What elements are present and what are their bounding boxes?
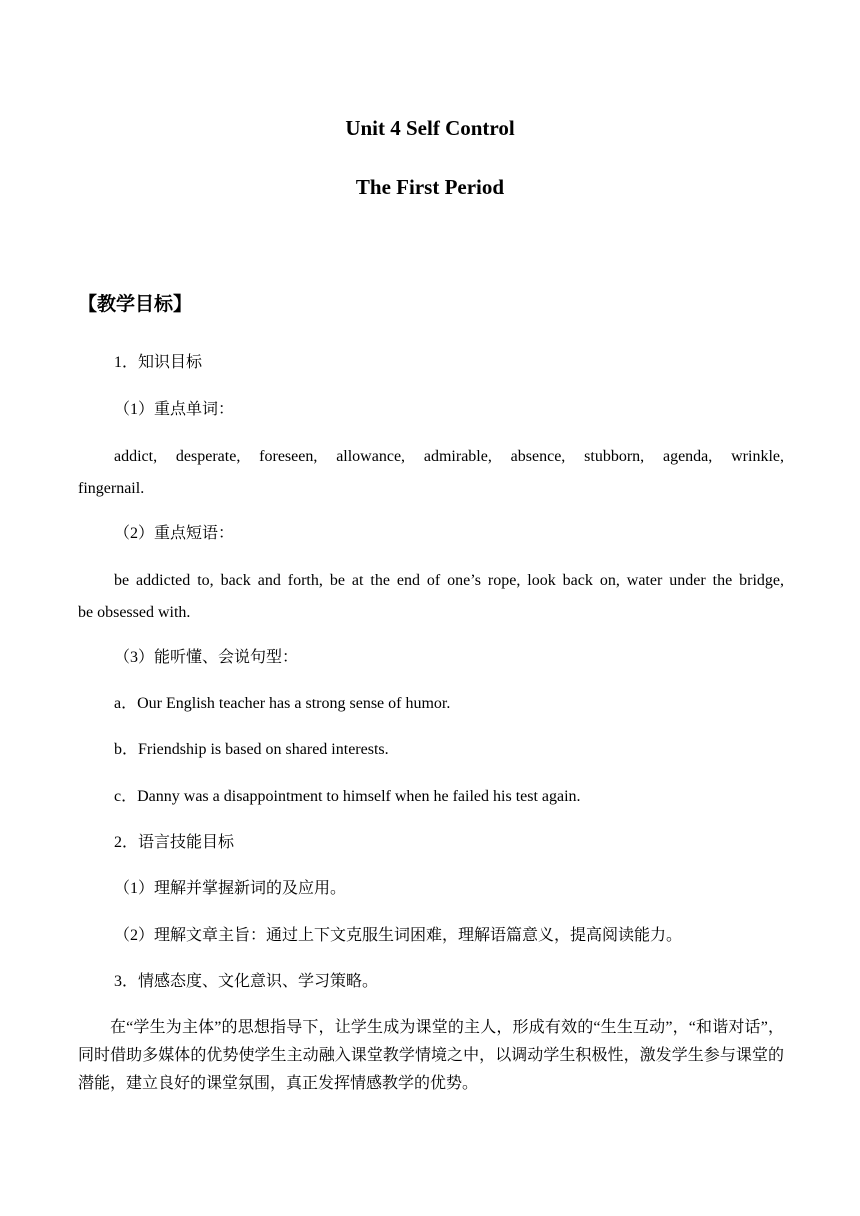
item-key-words-label: （1）重点单词：: [114, 401, 235, 418]
vocab-line-2: fingernail.: [78, 480, 145, 497]
document-title: Unit 4 Self Control: [345, 116, 515, 140]
phrase-list: [78, 565, 784, 629]
sentence-c: c．Danny was a disappointment to himself when he failed his test again.: [114, 788, 581, 805]
item-key-phrases-label: （2）重点短语：: [114, 525, 235, 542]
vocab-line-1: addict, desperate, foreseen, allowance, admirable, absence, stubborn, agenda, wrinkle,: [114, 448, 784, 465]
phrases-line-2: be obsessed with.: [78, 604, 191, 621]
closing-paragraph: 在“学生为主体”的思想指导下，让学生成为课堂的主人，形成有效的“生生互动”，“和谐对话”，同时借助多媒体的优势使学生主动融入课堂教学情境之中，以调动学生积极性，激发学生参与课堂的潜能，建立良好的课堂氛围，真正发挥情感教学的优势。: [78, 1019, 784, 1092]
item-attitude-culture-strategy: 3．情感态度、文化意识、学习策略。: [114, 973, 379, 990]
document-subtitle: The First Period: [355, 175, 505, 199]
item-language-skills-2: （2）理解文章主旨：通过上下文克服生词困难，理解语篇意义，提高阅读能力。: [114, 927, 683, 944]
item-sentence-patterns-label: （3）能听懂、会说句型：: [114, 649, 299, 666]
phrases-line-1: be addicted to, back and forth, be at the end of one’s rope, look back on, water under the bridge,: [114, 572, 784, 589]
sentence-b: b．Friendship is based on shared interests.: [114, 741, 389, 758]
item-language-skills: 2．语言技能目标: [114, 834, 235, 851]
sentence-a: a．Our English teacher has a strong sense of humor.: [114, 695, 451, 712]
vocab-list: [78, 441, 784, 505]
section-heading: 【教学目标】: [78, 294, 193, 315]
item-language-skills-1: （1）理解并掌握新词的及应用。: [114, 880, 347, 897]
item-knowledge-goals: 1．知识目标: [114, 354, 203, 371]
